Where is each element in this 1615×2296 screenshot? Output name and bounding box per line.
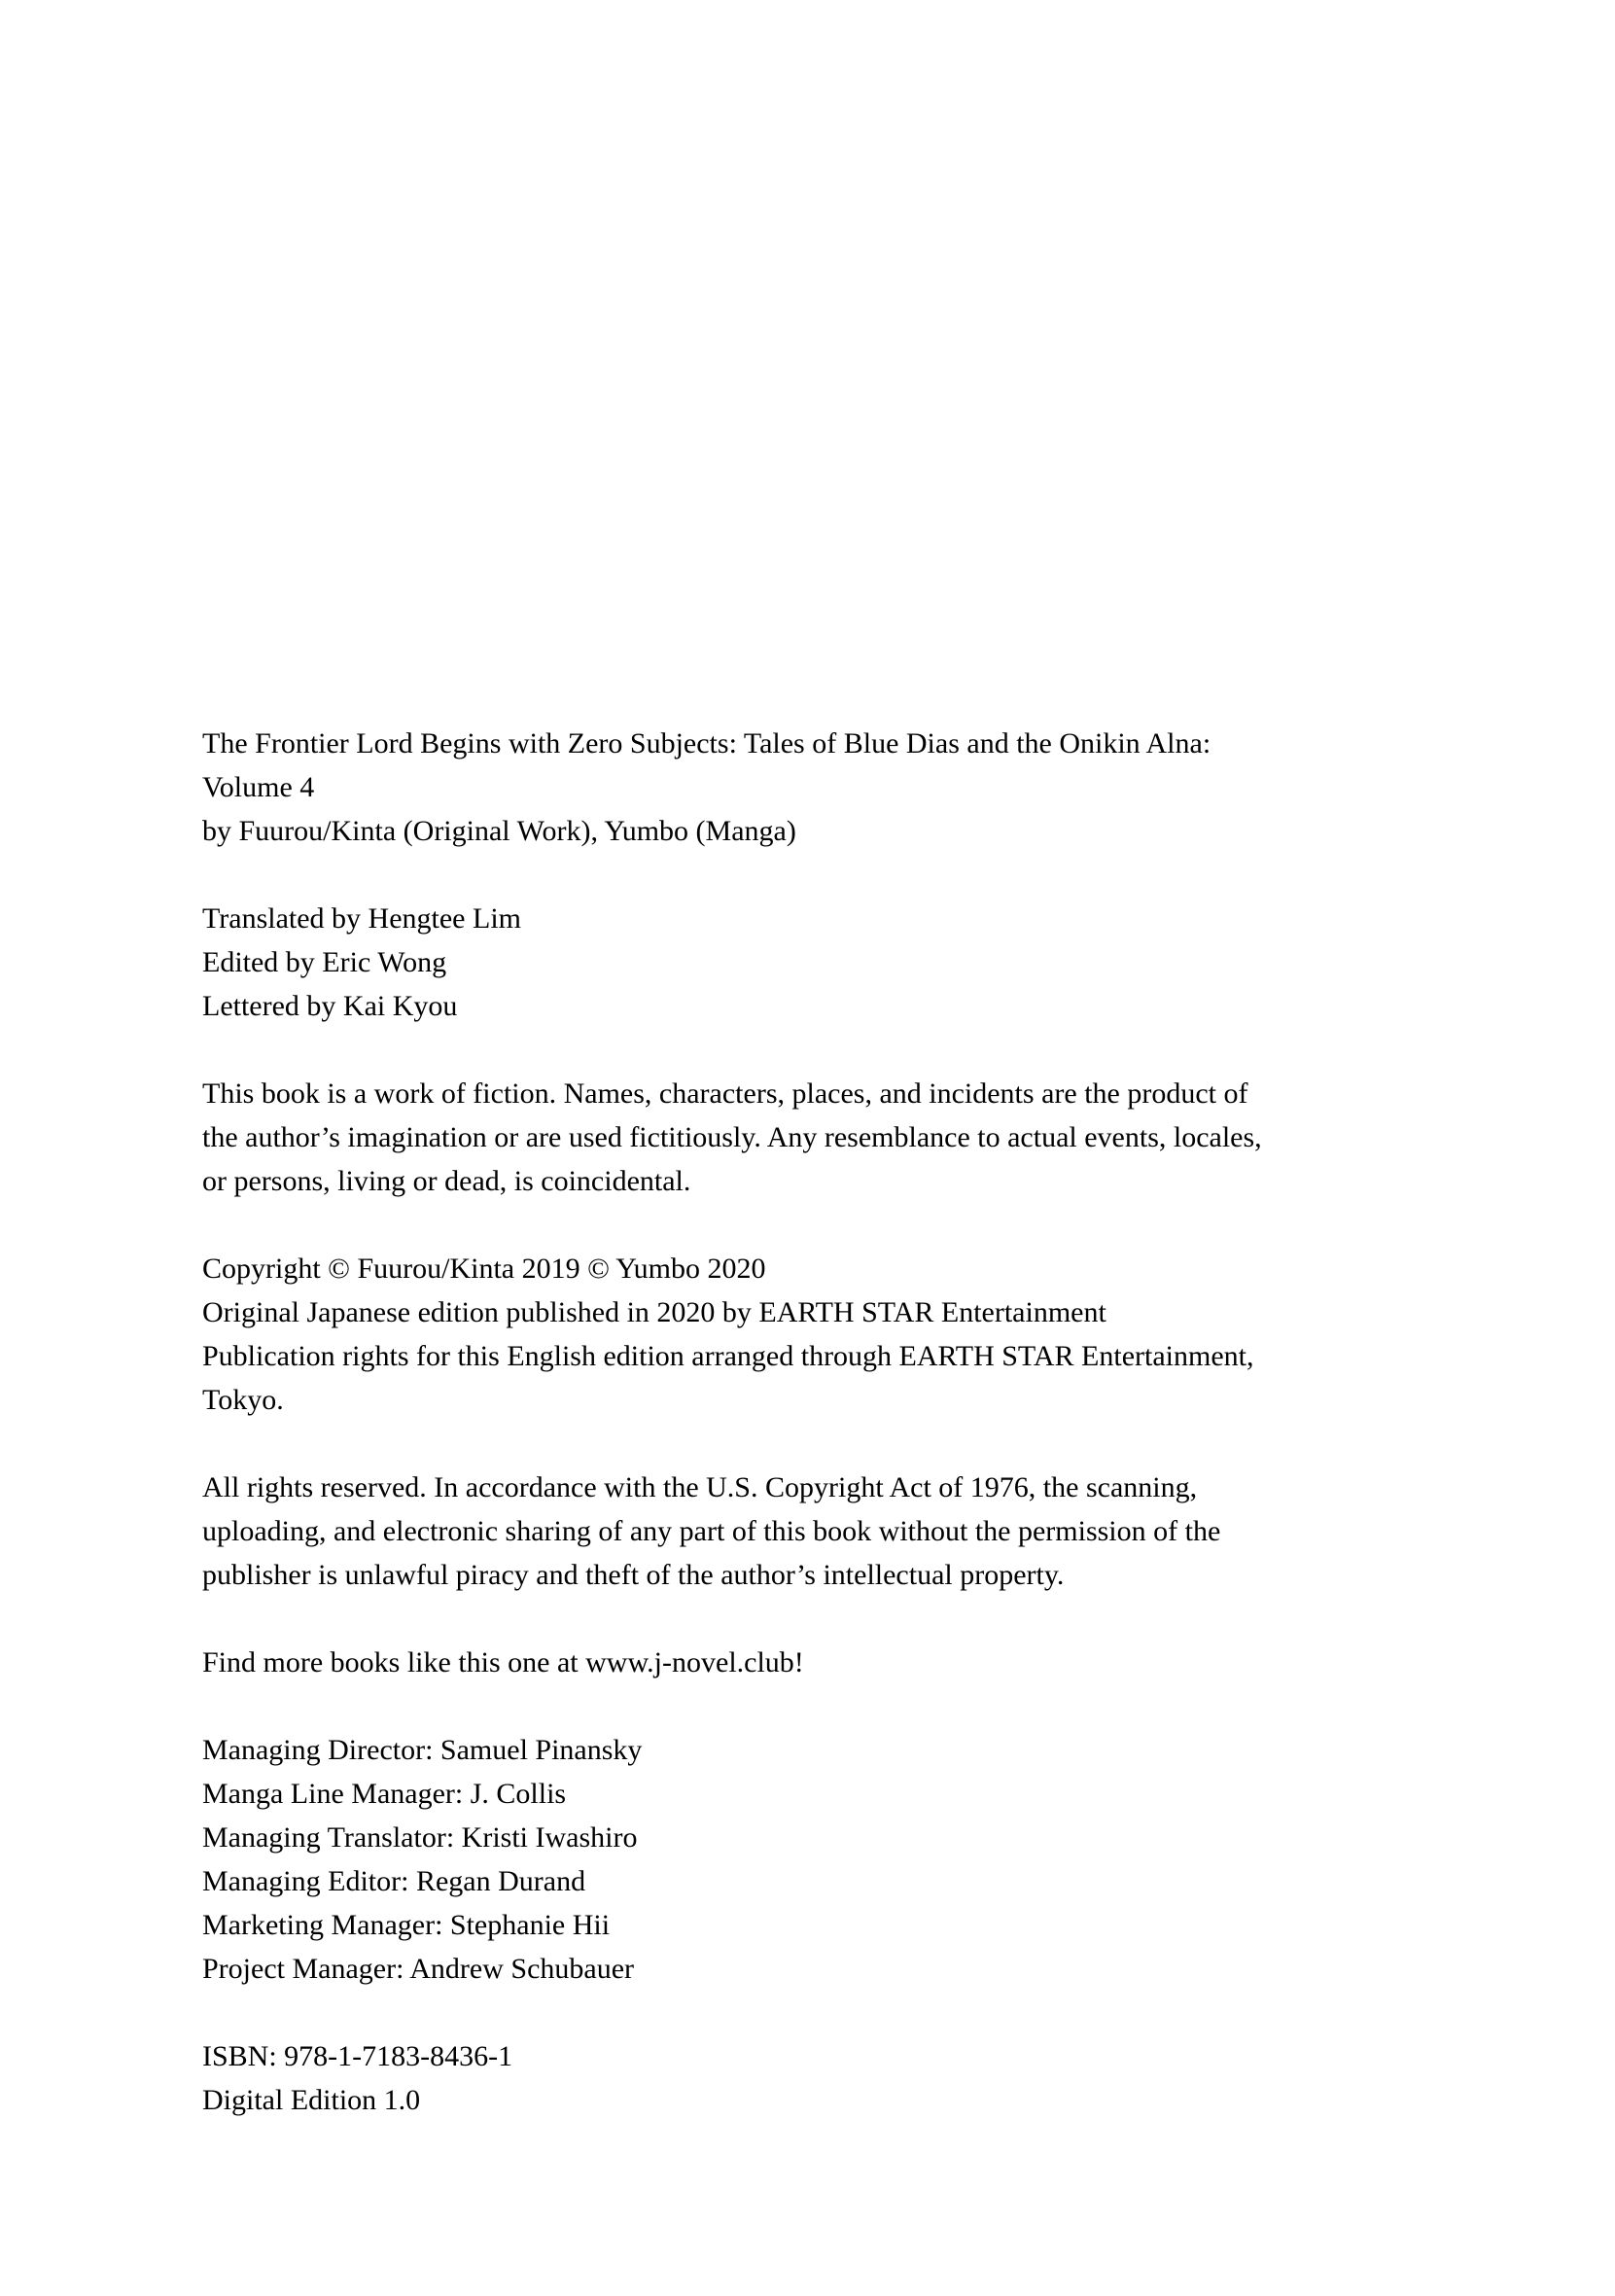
rights-line: All rights reserved. In accordance with the U.S. Copyright Act of 1976, the scanning, <box>202 1471 1198 1503</box>
book-volume-line: Volume 4 <box>202 771 315 803</box>
credits-block <box>202 897 1534 1028</box>
copyright-line: Publication rights for this English edition arranged through EARTH STAR Entertainment, <box>202 1340 1254 1372</box>
disclaimer-line: or persons, living or dead, is coincidental. <box>202 1165 691 1197</box>
staff-line: Managing Director: Samuel Pinansky <box>202 1734 643 1766</box>
isbn-line: ISBN: 978-1-7183-8436-1 <box>202 2040 513 2072</box>
find-more-block <box>202 1641 1534 1684</box>
disclaimer-line: This book is a work of fiction. Names, characters, places, and incidents are the product of <box>202 1077 1248 1110</box>
translator-credit: Translated by Hengtee Lim <box>202 902 521 935</box>
edition-block <box>202 2034 1534 2122</box>
staff-block <box>202 1728 1534 1991</box>
fiction-disclaimer-block <box>202 1072 1534 1203</box>
disclaimer-line: the author’s imagination or are used fictitiously. Any resemblance to actual events, locales, <box>202 1121 1262 1153</box>
staff-line: Managing Translator: Kristi Iwashiro <box>202 1821 638 1854</box>
find-more-line: Find more books like this one at www.j-novel.club! <box>202 1646 804 1678</box>
byline: by Fuurou/Kinta (Original Work), Yumbo (Manga) <box>202 815 796 847</box>
staff-line: Project Manager: Andrew Schubauer <box>202 1953 635 1985</box>
title-block <box>202 722 1534 853</box>
letterer-credit: Lettered by Kai Kyou <box>202 990 458 1022</box>
colophon-text-block <box>202 722 1534 2122</box>
rights-notice-block <box>202 1466 1534 1597</box>
rights-line: publisher is unlawful piracy and theft of the author’s intellectual property. <box>202 1559 1065 1591</box>
copyright-line: Tokyo. <box>202 1384 284 1416</box>
digital-edition-line: Digital Edition 1.0 <box>202 2084 421 2116</box>
book-title-line: The Frontier Lord Begins with Zero Subjects: Tales of Blue Dias and the Onikin Alna: <box>202 727 1211 759</box>
copyright-block <box>202 1247 1534 1422</box>
copyright-line: Original Japanese edition published in 2020 by EARTH STAR Entertainment <box>202 1296 1106 1328</box>
staff-line: Marketing Manager: Stephanie Hii <box>202 1909 611 1941</box>
staff-line: Managing Editor: Regan Durand <box>202 1865 586 1897</box>
staff-line: Manga Line Manager: J. Collis <box>202 1778 567 1810</box>
editor-credit: Edited by Eric Wong <box>202 946 447 978</box>
rights-line: uploading, and electronic sharing of any part of this book without the permission of the <box>202 1515 1221 1547</box>
copyright-line: Copyright © Fuurou/Kinta 2019 © Yumbo 2020 <box>202 1253 766 1285</box>
